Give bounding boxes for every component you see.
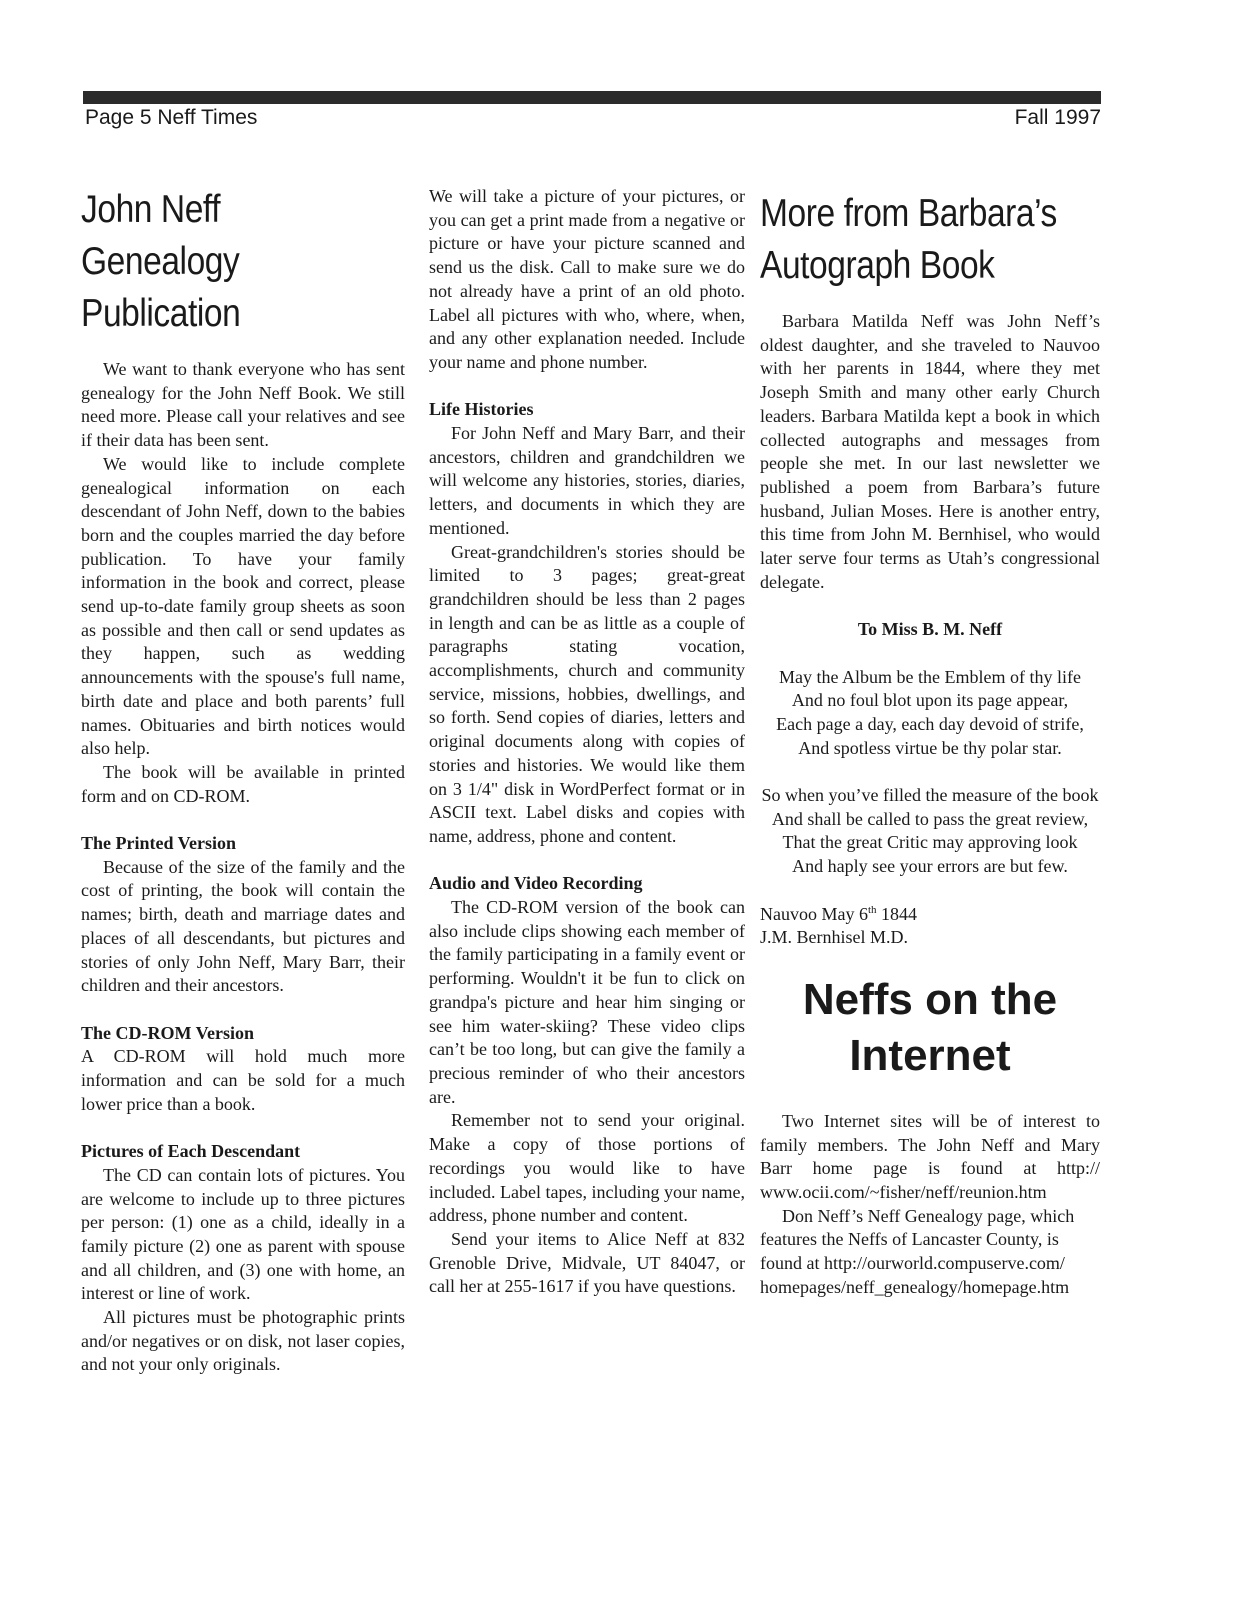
paragraph: Send your items to Alice Neff at 832 Grenoble Drive, Midvale, UT 84047, or call her at 255-1617 if you have questions.	[429, 1228, 745, 1297]
paragraph: Great-grandchildren's stories should be limited to 3 pages; great-great grandchildren should be less than 2 pages in length and can be as little as a couple of paragraphs stating vocation, accomplishments, church and community service, missions, hobbies, dwellings, and so forth. Send copies of diaries, letters and original documents along with copies of stories and histories. We would like them on 3 1/4" disk in WordPerfect format or in ASCII text. Label disks and copies with name, address, phone and content.	[429, 541, 745, 846]
paragraph: We would like to include complete genealogical information on each descendant of John Neff, down to the babies born and the couples married the day before publication. To have your family information in the book and correct, please send up-to-date family group sheets as soon as possible and then call or send updates as they happen, such as wedding announcements with the spouse's full name, birth date and place and both parents’ full names. Obituaries and birth notices would also help.	[81, 453, 405, 759]
section-heading: The Printed Version	[81, 833, 237, 854]
poem-stanza-1	[760, 666, 1100, 761]
column-1	[81, 184, 405, 1377]
paragraph: A CD-ROM will hold much more information and can be sold for a much lower price than a book.	[81, 1046, 405, 1114]
poem-line: May the Album be the Emblem of thy life	[779, 666, 1081, 687]
poem-line: And spotless virtue be thy polar star.	[798, 737, 1062, 758]
section-heading: Pictures of Each Descendant	[81, 1141, 301, 1162]
paragraph: The CD can contain lots of pictures. You are welcome to include up to three pictures per person: (1) one as a child, ideally in a family picture (2) one as parent with spouse and all children, and (3) one with home, an interest or line of work.	[81, 1164, 405, 1304]
poem-signature	[760, 903, 1100, 950]
poem-stanza-2	[760, 784, 1100, 879]
section-heading: Audio and Video Recording	[429, 873, 643, 894]
column-2	[429, 185, 745, 1299]
page-header-right: Fall 1997	[1014, 106, 1101, 129]
poem-line: And shall be called to pass the great review,	[771, 808, 1089, 829]
poem-line: That the great Critic may approving look	[782, 832, 1078, 853]
title-line: Autograph Book	[760, 244, 995, 287]
poem-line: And haply see your errors are but few.	[792, 856, 1068, 877]
paragraph: Barbara Matilda Neff was John Neff’s oldest daughter, and she traveled to Nauvoo with her parents in 1844, where they met Joseph Smith and many other early Church leaders. Barbara Matilda kept a book in which collected autographs and messages from people she met. In our last newsletter we published a poem from Barbara’s future husband, Julian Moses. Here is another entry, this time from John M. Bernhisel, who would later serve four terms as Utah’s congressional delegate.	[760, 311, 1100, 592]
section-heading: Life Histories	[429, 399, 534, 420]
paragraph: Don Neff’s Neff Genealogy page, which features the Neffs of Lancaster County, is found at http://ourworld.compuserve.com/ homepages/neff_genealogy/homepage.htm	[760, 1205, 1075, 1297]
poem-title: To Miss B. M. Neff	[857, 619, 1003, 640]
column-3	[760, 184, 1100, 1300]
header-rule	[83, 91, 1101, 104]
poem-line: And no foul blot upon its page appear,	[791, 690, 1069, 711]
signature-place-date: Nauvoo May 6th 1844	[760, 903, 918, 924]
title-line: Genealogy	[81, 240, 240, 283]
article-title-internet	[760, 972, 1100, 1084]
paragraph: The book will be available in printed form and on CD-ROM.	[81, 761, 405, 806]
poem-line: So when you’ve filled the measure of the book	[761, 785, 1099, 806]
paragraph: For John Neff and Mary Barr, and their ancestors, children and grandchildren we will welcome any histories, stories, diaries, letters, and documents in which they are mentioned.	[429, 423, 745, 538]
title-line: Internet	[849, 1030, 1011, 1080]
paragraph: All pictures must be photographic prints and/or negatives or on disk, not laser copies, and not your only originals.	[81, 1307, 405, 1375]
signature-name: J.M. Bernhisel M.D.	[760, 927, 908, 948]
article-title-genealogy	[81, 184, 391, 340]
paragraph: Remember not to send your original. Make a copy of those portions of recordings you would like to have included. Label tapes, including your name, address, phone number and content.	[429, 1110, 745, 1226]
title-line: Publication	[81, 292, 241, 335]
poem-line: Each page a day, each day devoid of strife,	[776, 713, 1084, 734]
article-title-autograph	[760, 188, 1104, 292]
paragraph: We want to thank everyone who has sent genealogy for the John Neff Book. We still need more. Please call your relatives and see if their data has been sent.	[81, 359, 405, 451]
title-line: John Neff	[81, 188, 221, 231]
paragraph: The CD-ROM version of the book can also include clips showing each member of the family participating in a family event or performing. Wouldn't it be fun to click on grandpa's picture and hear him singing or see him water-skiing? These video clips can’t be too long, but can give the family a precious reminder of who their ancestors are.	[429, 897, 745, 1107]
page-header-left: Page 5 Neff Times	[85, 106, 258, 129]
title-line: Neffs on the	[802, 974, 1058, 1024]
paragraph: Two Internet sites will be of interest to family members. The John Neff and Mary Barr home page is found at http:// www.ocii.com/~fisher/neff/reunion.htm	[760, 1110, 1100, 1203]
title-line: More from Barbara’s	[760, 192, 1057, 235]
paragraph: Because of the size of the family and the cost of printing, the book will contain the names; birth, death and marriage dates and places of all descendants, but pictures and stories of only John Neff, Mary Barr, their children and their ancestors.	[81, 856, 405, 996]
section-heading: The CD-ROM Version	[81, 1022, 255, 1043]
paragraph: We will take a picture of your pictures, or you can get a print made from a negative or picture or have your picture scanned and send us the disk. Call to make sure we do not already have a print of an old photo. Label all pictures with who, where, when, and any other explanation needed. Include your name and phone number.	[429, 186, 745, 372]
